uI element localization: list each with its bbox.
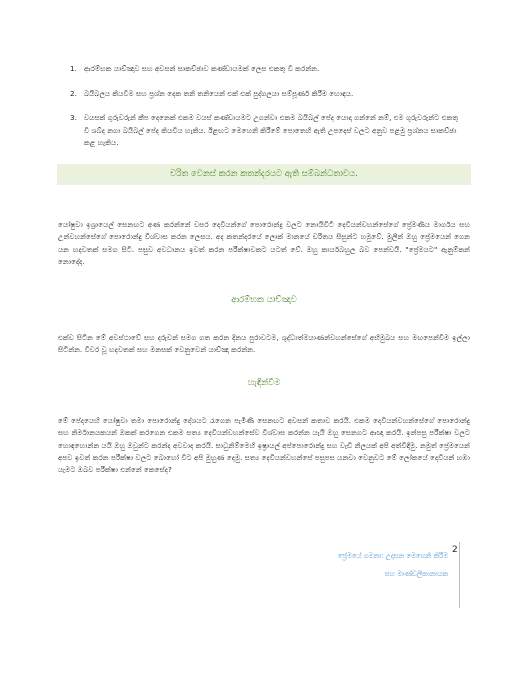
list-item (70, 88, 465, 101)
list-number: 1. (70, 64, 77, 73)
list-number: 3. (70, 113, 77, 122)
opening-prayer-paragraph: එක්ව සිටින මේ අවස්ථාවේ සහ දරුවන් සමග ගත කරන දිනය පුරාවටම, ශුද්ධාත්මයාණන්වහන්සේගේ අභිමුඛය සහ මඟපෙන්වීම ඉල්ලා සිටින්න. විවර වූ හදවතක් සහ මනසක් වෙනුවෙන් යාච්ඤා කරන්න. (58, 333, 470, 355)
introduction-paragraph: මේ පේදයෙහි යෝෂුවා තමා පොරොන්දු දේශයට රැගෙන පැමිණි සෙනඟට අවසන් කතාව කරයි. එකම දෙවියන්වහන්සේගේ පොරොන්දු සහ නිර්මානයකයන් ඔකක් කරගෙන එකම සත්‍ය දෙවියන්වහන්සේව විශ්වාස කරන්න යැයි ඔහු සෙනගට ආඥා කරයි. ඉන්පසු පරීක්ෂා වලට හොඳහොන්න යයි ඔහු ඔවුන්ට කරන්ද අවවාද කරයි. සාධුනිම්මෙහි ඉෂ්‍රායල් අප්පොරොන්දු සහ වැඩි නිලයක් අපි අත්විඳීමු. නමුත් ප්‍රේමයෙන් අපව ඉවත් කරන පරීක්ෂා වලට බොහෝ විට අපි මුහුණ දෙමු. සත්‍ය දෙවියන්වහන්සේ පසුපස යනවා වෙනුවට මේ ලෝකයේ දෙවියන් හඹා යැමට ඔබව පරීක්ෂා එන්නේ කෙසේද? (58, 416, 470, 474)
footer-divider-line (459, 542, 460, 608)
footer-title-line1: ප්‍රේමයේ ගමනා: උදාසන මෙහෙනි කිරීම (337, 552, 448, 560)
section-heading-connection: චරිත වෙනස් කරන කතන්දරයට ඇති සම්බන්ධතාවය. (170, 169, 358, 179)
section-heading-introduction: හැඳින්වීම (247, 378, 281, 388)
list-item (70, 112, 465, 150)
list-item (70, 63, 465, 76)
numbered-instructions-list (70, 63, 465, 162)
list-text: වයසක් ගුරුවරුන් කීප දෙනෙක් එකම වයස් කණ්ඩායමට උගන්වා එකම බයිබල් පේද යොදා ගන්නේ නම්, එම ගුරුවරුන්ට එකතු වී ශබ්ද නගා බයිබල් පේද කියවිය හැකිය. ඊළඟට මෙහෙනි කිරීමේ පොතෙහි ඇති උපදෙස් වලට අනුව පළමු ප්‍රශ්නය සාකච්ඡා කළ හැකිය. (84, 113, 459, 147)
list-text: බයිබලය කියවීම සහ ප්‍රශ්න දෙක තනි තනියෙන් එක් එක් පුද්ගලයා සම්පූර්ණ කිරීම හොඳය. (84, 88, 354, 98)
page-number: 2 (452, 545, 458, 555)
list-text: ආරම්භක යාච්ඤාව සහ අවසන් සාකච්ඡාව කණ්ඩායමක් ලෙස එකතු වී කරන්න. (84, 64, 320, 73)
list-number: 2. (70, 88, 77, 98)
connection-paragraph: යෝෂුවා ඉශ්‍රායෙල් සෙනඟට අණ කරන්නේ වසර දෙවියන්ගේ පොරොන්දු වලට නොයිවිටී දෙවියන්වහන්සේගේ ප්‍රේමණීය මාර්ගය සහ උන්වහන්සේගේ පොරොන්දු විශ්වාස කරන ලෙසය. අද කතන්දරයේ ලොක් මානයේ චරිතය සිසුන්ට හමුවේ. මුලින් ඔහු ප්‍රේමයෙන් ගෙන යන හදවතක් සමග සිටී. පසුව අවධානය ඉවත් කරන පරීක්ෂාවකට යටත් වේ. ඔහු කාර්යබහුල බව පෙන්වයි. "ප්‍රේමයට" ඇනුම්කන් නොදේද. (58, 220, 470, 266)
page-footer (338, 547, 448, 583)
footer-title-line2: සහ මාණ්ඩලිකානායක (384, 570, 448, 578)
section-heading-opening-prayer: ආරම්භක යාච්ඤාව (231, 295, 297, 305)
